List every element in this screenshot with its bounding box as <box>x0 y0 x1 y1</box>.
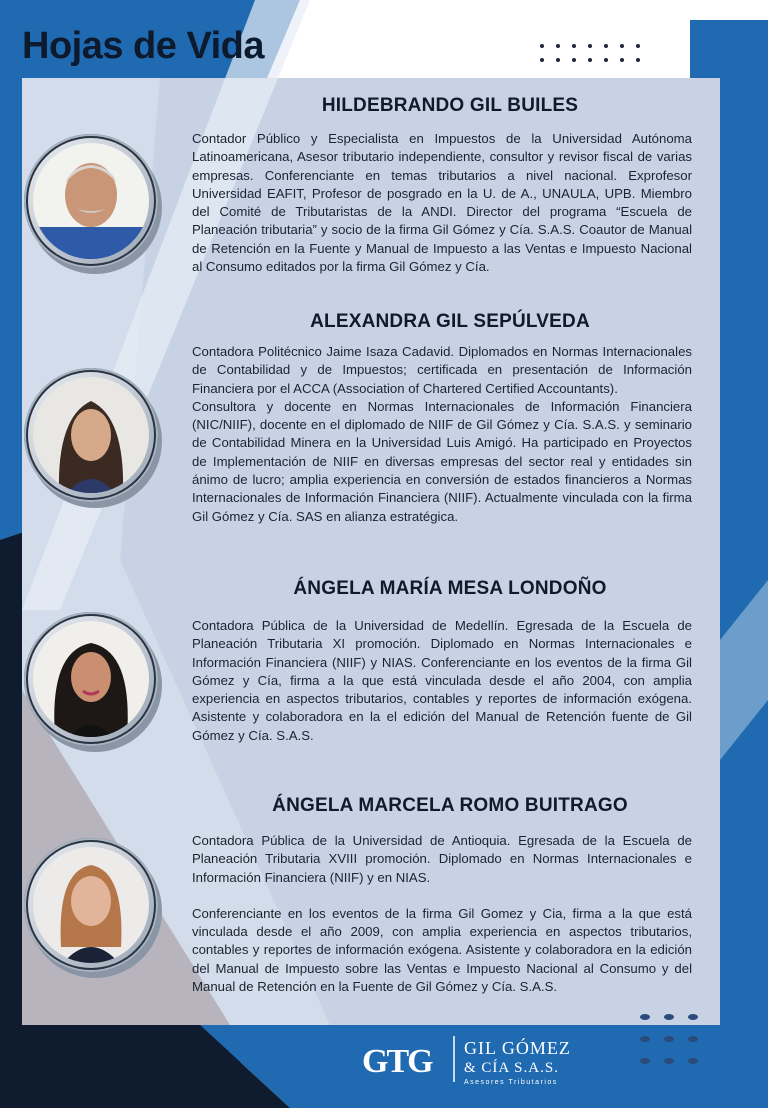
logo-name-line1: GIL GÓMEZ <box>464 1038 571 1058</box>
portrait-photo-icon <box>33 621 149 737</box>
person-name: ÁNGELA MARCELA ROMO BUITRAGO <box>272 795 628 816</box>
bio-paragraph: Contadora Politécnico Jaime Isaza Cadavid. Diplomados en Normas Internacionales de Contabilidad y de Impuestos; certificada en presentación de Información Financiera por el ACCA (Association of Chartered Certified Accountants). <box>192 344 692 396</box>
portrait-photo-icon <box>33 143 149 259</box>
avatar-hildebrando <box>24 134 164 274</box>
logo-mark: GTG <box>362 1043 432 1080</box>
bio-paragraph: Consultora y docente en Normas Internacionales de Información Financiera (NIC/NIIF), docente en el diplomado de NIIF de Gil Gómez y Cía. S.A.S. y seminario de Contabilidad Minera en la Universidad Luis Amigó. Ha participado en Proyectos de Implementación de NIIF en diversas empresas del sector real y entidades sin ánimo de lucro; amplia experiencia en conversión de estados financieros a Normas Internacionales de Información Financiera (NIIF). Actualmente vinculada con la firma Gil Gómez y Cía. SAS en alianza estratégica. <box>192 398 692 524</box>
gtg-logo-icon <box>360 1030 620 1088</box>
person-name: ALEXANDRA GIL SEPÚLVEDA <box>310 311 590 332</box>
bio-paragraph: Contadora Pública de la Universidad de Medellín. Egresada de la Escuela de Planeación Tributaria XI promoción. Diplomado en Normas Internacionales e Información Financiera (NIIF) y NIAS. Conferenciante en los eventos de la firma Gil Gómez y Cía, firma a la que está vinculada desde el año 2004, con amplia experiencia en aspectos tributarios, contables y reportes de información exógena. Asistente y colaboradora en la el edición del Manual de Retención fuente de Gil Gómez y Cía. S.A.S. <box>192 618 692 743</box>
portrait-photo-icon <box>33 847 149 963</box>
portrait-photo-icon <box>33 377 149 493</box>
avatar-angela-maria <box>24 612 164 752</box>
page-title: Hojas de Vida <box>22 25 265 67</box>
company-logo <box>360 1030 620 1088</box>
avatar-alexandra <box>24 368 164 508</box>
avatar-angela-marcela <box>24 838 164 978</box>
person-bio <box>192 617 692 745</box>
logo-name-line2: & CÍA S.A.S. <box>464 1060 559 1076</box>
footer-decorative-dots <box>640 1014 698 1064</box>
decorative-dots <box>540 44 650 64</box>
person-name: HILDEBRANDO GIL BUILES <box>321 95 579 116</box>
bio-paragraph: Conferenciante en los eventos de la firma Gil Gomez y Cia, firma a la que está vinculada desde el año 2009, con amplia experiencia en aspectos tributarios, contables y reportes de información exógena. Asistente y colaboradora en la edición del Manual de Impuesto sobre las Ventas e Impuesto Nacional al Consumo y del Manual de Retención en la Fuente de Gil Gómez y Cía. S.A.S. <box>192 905 692 995</box>
person-bio <box>192 130 692 276</box>
bio-paragraph: Contador Público y Especialista en Impuestos de la Universidad Autónoma Latinoamericana, Asesor tributario independiente, consultor y revisor fiscal de varias empresas. Conferenciante en temas tributarios a nivel nacional. Exprofesor Universidad EAFIT, Profesor de posgrado en la U. de A., UNAULA, UPB. Miembro del Comité de Tributaristas de la ANDI. Director del programa “Escuela de Planeación tributaria” y socio de la firma Gil Gómez y Cía. S.A.S. Coautor de Manual de Retención en la Fuente y Manual de Impuesto a las Ventas e Impuesto Nacional al Consumo editados por la firma Gil Gómez y Cía. <box>192 131 692 275</box>
person-name: ÁNGELA MARÍA MESA LONDOÑO <box>293 578 607 599</box>
logo-tagline: Asesores Tributarios <box>464 1079 558 1086</box>
person-bio <box>192 832 692 996</box>
person-bio <box>192 343 692 526</box>
bio-paragraph: Contadora Pública de la Universidad de Antioquia. Egresada de la Escuela de Planeación Tributaria XVIII promoción. Diplomado en Normas Internacionales e Información Financiera (NIIF) y en NIAS. <box>192 833 692 885</box>
